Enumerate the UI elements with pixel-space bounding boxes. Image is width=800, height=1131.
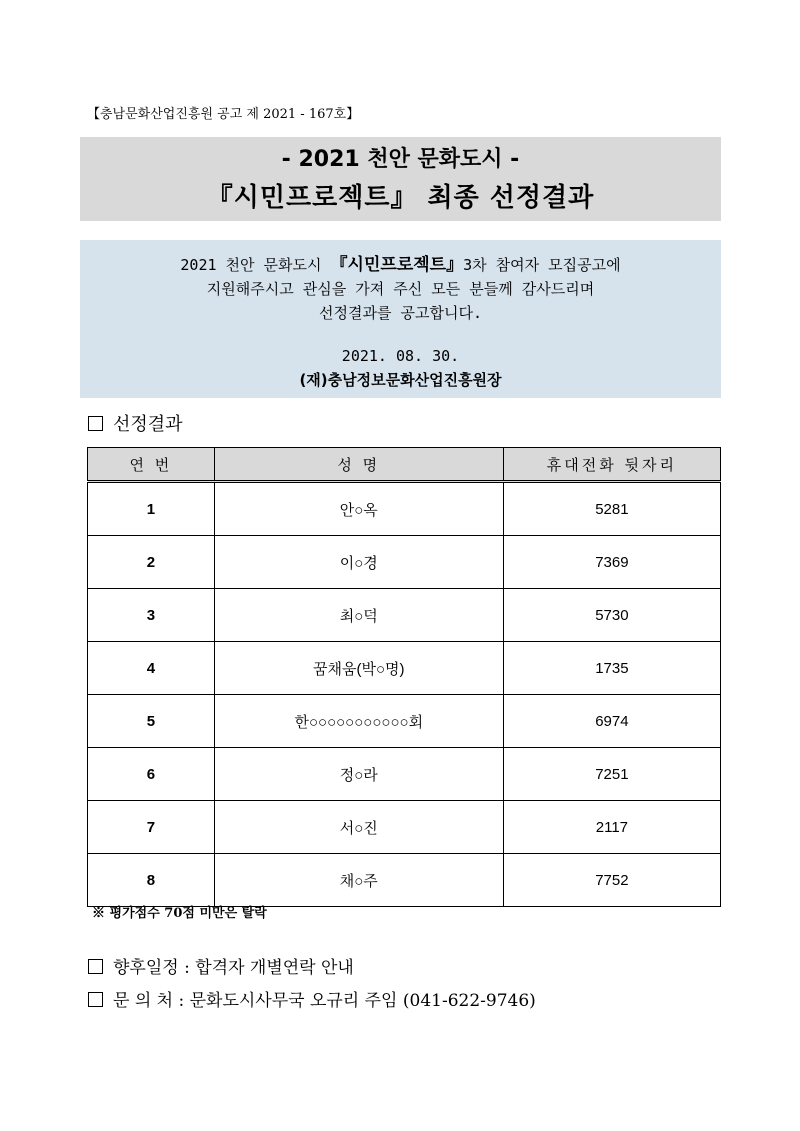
- row-phone: 5281: [503, 482, 720, 536]
- notice-date: 2021. 08. 30.: [341, 347, 460, 365]
- section-contact: 문 의 처 : 문화도시사무국 오규리 주임 (041-622-9746): [88, 986, 536, 1011]
- table-row: [88, 642, 721, 695]
- notice-id: 【충남문화산업진흥원 공고 제 2021 - 167호】: [87, 107, 360, 122]
- row-name: 최○덕: [214, 589, 503, 642]
- checkbox-square-icon: [88, 959, 103, 974]
- row-phone: 7369: [503, 536, 720, 589]
- row-number: 2: [88, 536, 215, 589]
- result-table: [87, 447, 721, 907]
- row-name: 한○○○○○○○○○○○회: [214, 695, 503, 748]
- row-number: 1: [88, 482, 215, 536]
- row-number: 3: [88, 589, 215, 642]
- row-phone: 7251: [503, 748, 720, 801]
- row-phone: 5730: [503, 589, 720, 642]
- issuing-organization: (재)충남정보문화산업진흥원장: [299, 371, 502, 389]
- row-number: 7: [88, 801, 215, 854]
- section-result-heading: 선정결과: [88, 410, 183, 436]
- row-name: 안○옥: [214, 482, 503, 536]
- project-name: 『시민프로젝트』: [330, 255, 464, 275]
- intro-box: [80, 240, 721, 398]
- row-number: 4: [88, 642, 215, 695]
- title-subtitle: - 2021 천안 문화도시 -: [281, 147, 520, 172]
- row-phone: 6974: [503, 695, 720, 748]
- intro-line-2: 지원해주시고 관심을 가져 주신 모든 분들께 감사드리며: [206, 280, 595, 298]
- row-name: 이○경: [214, 536, 503, 589]
- table-row: [88, 536, 721, 589]
- row-phone: 2117: [503, 801, 720, 854]
- row-name: 정○라: [214, 748, 503, 801]
- checkbox-square-icon: [88, 992, 103, 1007]
- row-phone: 7752: [503, 854, 720, 907]
- header-number: 연 번: [88, 448, 215, 482]
- table-row: [88, 695, 721, 748]
- table-row: [88, 589, 721, 642]
- table-header-row: [88, 448, 721, 482]
- section-schedule: 향후일정 : 합격자 개별연락 안내: [88, 953, 354, 978]
- row-number: 5: [88, 695, 215, 748]
- row-number: 8: [88, 854, 215, 907]
- row-name: 채○주: [214, 854, 503, 907]
- table-row: [88, 854, 721, 907]
- title-box: [80, 137, 721, 221]
- row-name: 꿈채움(박○명): [214, 642, 503, 695]
- checkbox-square-icon: [88, 416, 103, 431]
- row-name: 서○진: [214, 801, 503, 854]
- footnote: ※ 평가점수 70점 미만은 탈락: [92, 906, 267, 921]
- header-phone: 휴대전화 뒷자리: [503, 448, 720, 482]
- intro-line-1: 2021 천안 문화도시 『시민프로젝트』3차 참여자 모집공고에: [180, 255, 621, 275]
- row-number: 6: [88, 748, 215, 801]
- table-row: [88, 482, 721, 536]
- page-title: 『시민프로젝트』 최종 선정결과: [206, 183, 595, 213]
- table-row: [88, 801, 721, 854]
- header-name: 성 명: [214, 448, 503, 482]
- row-phone: 1735: [503, 642, 720, 695]
- intro-line-3: 선정결과를 공고합니다.: [319, 304, 482, 322]
- table-row: [88, 748, 721, 801]
